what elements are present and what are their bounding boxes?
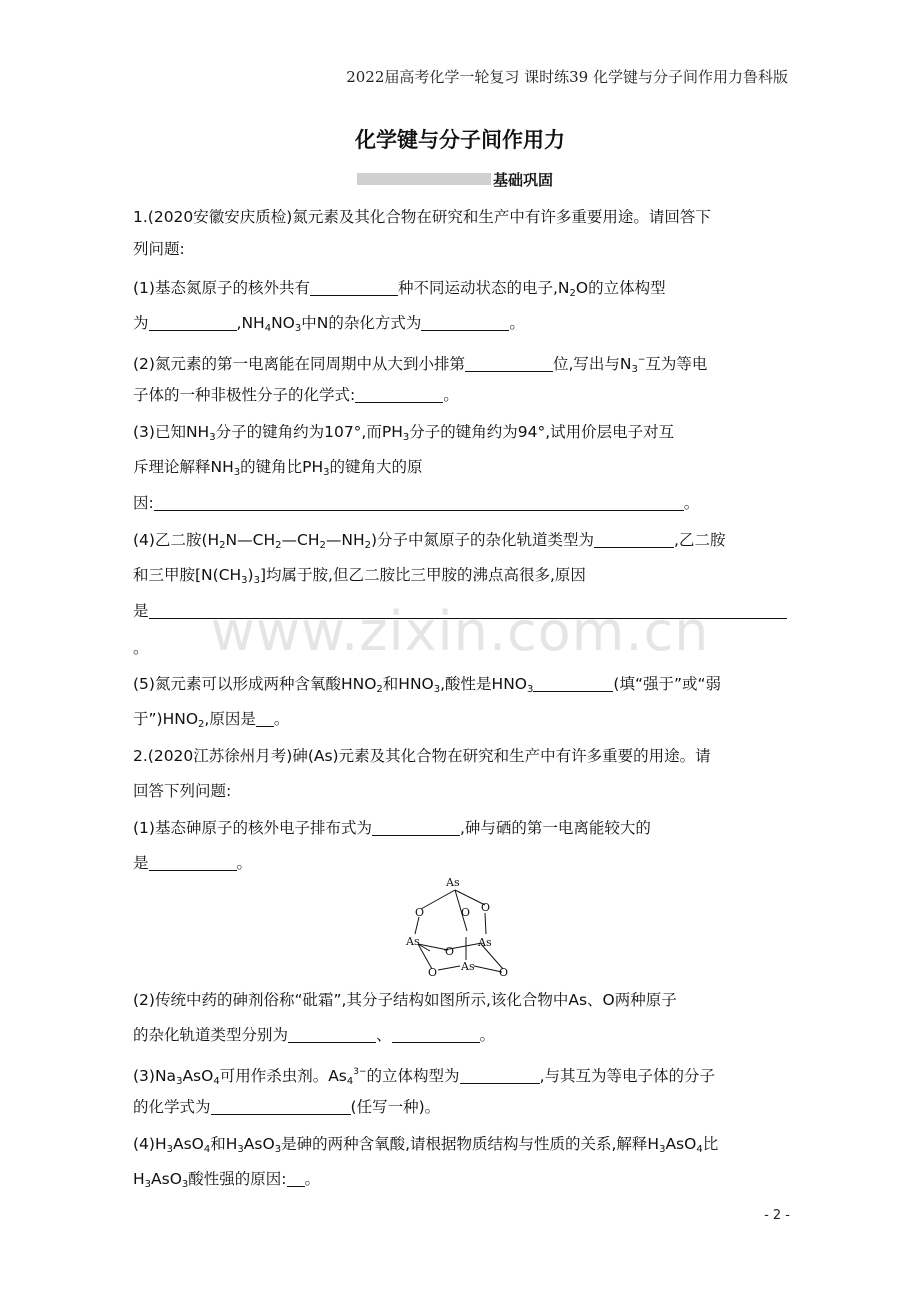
answer-blank[interactable] <box>465 355 553 372</box>
q2-stem-line1: 2.(2020江苏徐州月考)砷(As)元素及其化合物在研究和生产中有许多重要的用途。请 <box>133 747 711 765</box>
section-heading <box>357 170 553 188</box>
q2-stem-line2: 回答下列问题: <box>133 782 232 800</box>
q2-part4-line2: $H_3AsO_3$酸性强的原因: 。 <box>133 1170 321 1190</box>
q1-part2-line2: 子体的一种非极性分子的化学式: 。 <box>133 386 459 404</box>
o-atom: O <box>461 906 471 919</box>
q1-stem-line1: 1.(2020安徽安庆质检)氮元素及其化合物在研究和生产中有许多重要用途。请回答下 <box>133 208 711 226</box>
answer-blank[interactable] <box>533 675 613 692</box>
q1-part3-line1: (3)已知$NH_3$分子的键角约为107°,而$PH_3$分子的键角约为94°,试用价层电子对互 <box>133 423 675 443</box>
section-label: 基础巩固 <box>493 170 554 189</box>
q1-part3-line2: 斥理论解释$NH_3$的键角比$PH_3$的键角大的原 <box>133 458 423 478</box>
answer-blank[interactable] <box>421 314 509 331</box>
o-atom: O <box>415 906 425 919</box>
as-atom-right: As <box>478 936 492 949</box>
q2-part1-line1: (1)基态砷原子的核外电子排布式为 ,砷与硒的第一电离能较大的 <box>133 819 651 837</box>
o-atom: O <box>445 945 455 958</box>
page-number: - 2 - <box>764 1208 790 1223</box>
q2-part2-line1: (2)传统中药的砷剂俗称“砒霜”,其分子结构如图所示,该化合物中As、O两种原子 <box>133 991 677 1009</box>
q1-part1-line1: (1)基态氮原子的核外共有 种不同运动状态的电子$,N_2O$的立体构型 <box>133 279 666 299</box>
q2-part1-line2: 是 。 <box>133 854 253 872</box>
answer-blank[interactable] <box>211 1098 351 1115</box>
as-atom-bottom: As <box>461 960 475 973</box>
page-title: 化学键与分子间作用力 <box>355 127 565 152</box>
answer-blank[interactable] <box>149 602 787 619</box>
q1-part5-line2: 于$”)HNO_2$,原因是 。 <box>133 710 290 730</box>
answer-blank[interactable] <box>372 819 460 836</box>
answer-blank[interactable] <box>392 1026 480 1043</box>
o-atom: O <box>499 966 509 979</box>
q2-part3-line2: 的化学式为 (任写一种)。 <box>133 1098 441 1116</box>
answer-blank[interactable] <box>288 1026 376 1043</box>
q1-part5-line1: (5)氮元素可以形成两种含氧酸$HNO_2$和$HNO_3$,酸性是$HNO_3$ (填“强于”或“弱 <box>133 675 722 695</box>
q1-part4-line3: 是 <box>133 600 787 622</box>
page-header: 2022届高考化学一轮复习 课时练39 化学键与分子间作用力鲁科版 <box>346 68 788 86</box>
as-atom-top: As <box>446 876 460 889</box>
answer-blank[interactable] <box>287 1170 305 1187</box>
answer-blank[interactable] <box>460 1067 540 1084</box>
q2-part4-line1: $(4)H_3AsO_4$和$H_3AsO_3$是砷的两种含氧酸,请根据物质结构与性质的关系,解释$H_3AsO_4$比 <box>133 1135 719 1155</box>
answer-blank[interactable] <box>310 279 398 296</box>
section-bar <box>357 173 491 185</box>
o-atom: O <box>428 966 438 979</box>
answer-blank[interactable] <box>594 531 674 548</box>
answer-blank[interactable] <box>154 494 684 511</box>
answer-blank[interactable] <box>149 854 237 871</box>
watermark: www.zixin.com.cn <box>210 600 710 663</box>
q1-part1-line2: 为 $,NH_4NO_3$中N的杂化方式为 。 <box>133 314 525 334</box>
q1-part4-line1: (4)乙二胺$(H_2N—CH_2—CH_2—NH_2)$分子中氮原子的杂化轨道类型为 ,乙二胺 <box>133 531 726 551</box>
as-atom-left: As <box>406 935 420 948</box>
q1-stem-line2: 列问题: <box>133 240 185 258</box>
q1-part4-line4: 。 <box>133 639 149 657</box>
q1-part4-line2: 和三甲胺$[N(CH_3)_3]$均属于胺,但乙二胺比三甲胺的沸点高很多,原因 <box>133 566 586 586</box>
q1-part2-line1: (2)氮元素的第一电离能在同周期中从大到小排第 位,写出与$N_3^-$互为等电 <box>133 355 708 375</box>
answer-blank[interactable] <box>256 710 274 727</box>
answer-blank[interactable] <box>149 314 237 331</box>
as4o6-molecule-diagram <box>398 876 524 984</box>
q2-part3-line1: $(3)Na_3AsO_4$可用作杀虫剂。$As_4^{3-}$的立体构型为 ,与其互为等电子体的分子 <box>133 1067 715 1087</box>
o-atom: O <box>481 901 491 914</box>
q2-part2-line2: 的杂化轨道类型分别为 、 。 <box>133 1026 496 1044</box>
q1-part3-line3: 因: 。 <box>133 494 700 512</box>
answer-blank[interactable] <box>355 386 443 403</box>
